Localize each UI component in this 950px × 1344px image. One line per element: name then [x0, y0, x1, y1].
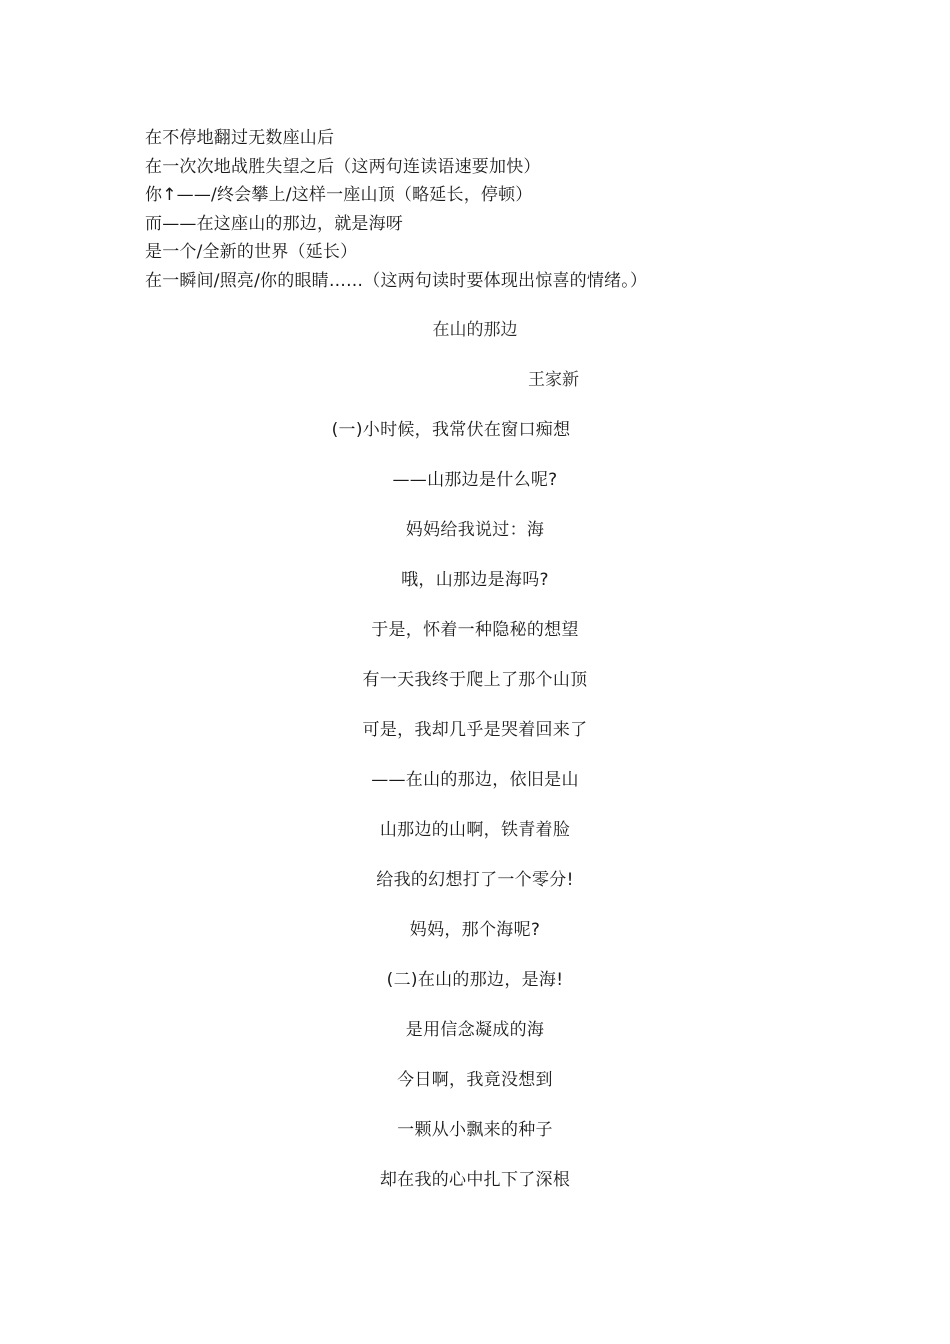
- poem-line: 妈妈，那个海呢?: [409, 920, 541, 940]
- reading-note-line: 是一个/全新的世界（延长）: [145, 242, 358, 263]
- reading-note-line: 在不停地翻过无数座山后: [145, 128, 335, 148]
- poem-line: (一)小时候，我常伏在窗口痴想: [331, 420, 571, 440]
- poem-line: 山那边的山啊，铁青着脸: [379, 820, 571, 840]
- reading-note-line: 在一瞬间/照亮/你的眼睛……（这两句读时要体现出惊喜的情绪。）: [145, 270, 648, 291]
- poem-line: 于是，怀着一种隐秘的想望: [371, 620, 579, 640]
- poem-line: 却在我的心中扎下了深根: [379, 1170, 571, 1190]
- reading-note-line: 而——在这座山的那边，就是海呀: [145, 213, 403, 234]
- reading-note-line: 你↑——/终会攀上/这样一座山顶（略延长，停顿）: [145, 185, 533, 206]
- poem-line: ——山那边是什么呢?: [392, 470, 558, 490]
- poem-line: ——在山的那边，依旧是山: [371, 770, 579, 790]
- poem-line: 今日啊，我竟没想到: [397, 1070, 553, 1090]
- poem-line: 可是，我却几乎是哭着回来了: [362, 720, 588, 740]
- reading-note-line: 在一次次地战胜失望之后（这两句连读语速要加快）: [145, 156, 541, 177]
- poem-line: 一颗从小飘来的种子: [397, 1120, 553, 1140]
- poem-line: 是用信念凝成的海: [405, 1020, 545, 1040]
- reading-notes: [145, 124, 845, 296]
- poem-line: 哦，山那边是海吗?: [401, 570, 549, 590]
- poem-line: (二)在山的那边，是海!: [386, 970, 564, 990]
- poem-author: 王家新: [528, 370, 579, 390]
- poem-title: 在山的那边: [432, 320, 518, 340]
- poem-line: 给我的幻想打了一个零分!: [376, 870, 574, 890]
- poem-line: 有一天我终于爬上了那个山顶: [362, 670, 588, 690]
- poem-line: 妈妈给我说过：海: [405, 520, 545, 540]
